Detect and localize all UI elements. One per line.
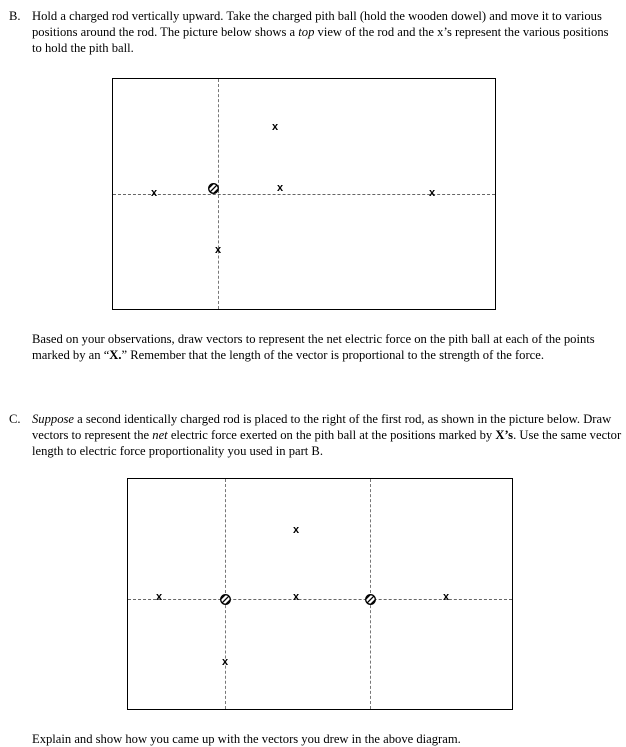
part-c-letter: C. xyxy=(9,412,21,426)
part-c-diagram xyxy=(127,478,513,710)
part-b-instructions-2: view of the rod and the x’s represent the various positions to hold the pith ball. xyxy=(32,25,609,55)
part-c-x-middle: x xyxy=(292,591,300,603)
part-c-suppose: Suppose xyxy=(32,412,74,426)
part-c-explain: Explain and show how you came up with the vectors you drew in the above diagram. xyxy=(32,732,461,746)
part-b-letter: B. xyxy=(9,9,21,23)
part-c-instructions-1: a second identically charged rod is placed to the right of the first rod, as shown in the picture below. Draw vectors to represent the xyxy=(32,412,612,442)
charged-rod-left-icon xyxy=(220,594,231,605)
part-b-followup-1: Based on your observations, draw vectors to represent the net electric force on the pith ball at each of the points marked by an “ xyxy=(32,332,595,362)
part-c-instructions xyxy=(32,411,624,459)
part-b-instructions-em: top xyxy=(298,25,315,39)
part-b-followup xyxy=(32,331,624,363)
part-c-instructions-x: X’s xyxy=(495,428,514,442)
part-b-followup-2: ” Remember that the length of the vector is proportional to the strength of the force. xyxy=(121,348,544,362)
part-c-instructions-3: . Use the same vector length to electric force proportionality you used in part B. xyxy=(32,428,622,458)
part-b-x-middle: x xyxy=(276,182,284,194)
part-b-x-bottom: x xyxy=(214,244,222,256)
part-b-instructions-1: Hold a charged rod vertically upward. Take the charged pith ball (hold the wooden dowel) and move it to various positions around the rod. The picture below shows a xyxy=(32,9,602,39)
part-c-instructions-2: electric force exerted on the pith ball at the positions marked by xyxy=(167,428,496,442)
part-b-x-left: x xyxy=(150,187,158,199)
charged-rod-right-icon xyxy=(365,594,376,605)
part-c-instructions-em: net xyxy=(152,428,168,442)
part-b-x-right: x xyxy=(428,187,436,199)
part-c-x-left: x xyxy=(155,591,163,603)
part-b-diagram xyxy=(112,78,496,310)
part-c-x-right: x xyxy=(442,591,450,603)
part-b-instructions xyxy=(32,8,620,56)
charged-rod-icon xyxy=(208,183,219,194)
part-c-horizontal-axis xyxy=(128,599,512,600)
part-b-followup-x: X. xyxy=(109,348,122,362)
part-b-vertical-axis xyxy=(218,79,219,309)
part-b-x-top: x xyxy=(271,121,279,133)
part-c-x-top: x xyxy=(292,524,300,536)
part-c-x-bottom: x xyxy=(221,656,229,668)
